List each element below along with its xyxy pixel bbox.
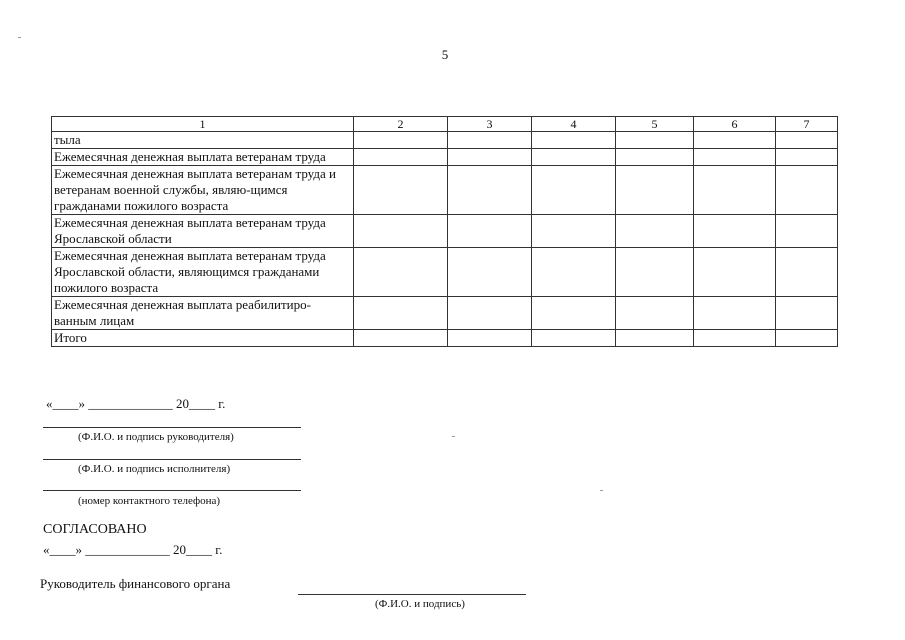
head-signature-caption: (Ф.И.О. и подпись руководителя) [78, 431, 234, 443]
phone-line [43, 490, 301, 491]
table-row [52, 166, 838, 215]
table-cell [448, 215, 532, 248]
table-cell [532, 330, 616, 347]
row-label: Ежемесячная денежная выплата ветеранам труда Ярославской области [52, 215, 354, 248]
table-cell [448, 149, 532, 166]
table-cell [448, 297, 532, 330]
table-cell [532, 248, 616, 297]
page-number: 5 [441, 47, 449, 62]
approval-title: СОГЛАСОВАНО [43, 522, 147, 537]
table-cell [694, 149, 776, 166]
table-cell [532, 215, 616, 248]
table-cell [448, 132, 532, 149]
table-cell [532, 149, 616, 166]
table-row [52, 248, 838, 297]
table-cell [776, 248, 838, 297]
table-cell [616, 330, 694, 347]
table-cell [694, 215, 776, 248]
column-header: 4 [532, 117, 616, 132]
scan-speck [452, 436, 455, 437]
date-line: «____» _____________ 20____ г. [46, 396, 226, 411]
table-cell [354, 297, 448, 330]
table-header-row [52, 117, 838, 132]
table-cell [776, 330, 838, 347]
table-cell [532, 132, 616, 149]
table-cell [616, 248, 694, 297]
table-cell [532, 166, 616, 215]
table-cell [776, 132, 838, 149]
table-cell [616, 297, 694, 330]
table-cell [616, 215, 694, 248]
table-cell [448, 248, 532, 297]
scan-speck [600, 490, 603, 491]
table-cell [694, 297, 776, 330]
scan-speck [18, 37, 21, 38]
row-label: Ежемесячная денежная выплата ветеранам труда [52, 149, 354, 166]
column-header: 1 [52, 117, 354, 132]
column-header: 3 [448, 117, 532, 132]
column-header: 7 [776, 117, 838, 132]
table-cell [694, 248, 776, 297]
table-row [52, 297, 838, 330]
table-cell [776, 166, 838, 215]
table-cell [448, 330, 532, 347]
table-row [52, 149, 838, 166]
row-label: Ежемесячная денежная выплата ветеранам труда и ветеранам военной службы, являю-щимся гражданами пожилого возраста [52, 166, 354, 215]
table-cell [354, 215, 448, 248]
financial-official-signature-line [298, 594, 526, 595]
column-header: 2 [354, 117, 448, 132]
table-cell [616, 132, 694, 149]
table-cell [354, 132, 448, 149]
executor-signature-caption: (Ф.И.О. и подпись исполнителя) [78, 463, 231, 475]
row-label: тыла [52, 132, 354, 149]
table-cell [694, 166, 776, 215]
table-cell [694, 330, 776, 347]
financial-official-label: Руководитель финансового органа [40, 576, 231, 591]
table-cell [616, 166, 694, 215]
table-cell [694, 132, 776, 149]
head-signature-line [43, 427, 301, 428]
table-cell [776, 149, 838, 166]
table-row [52, 215, 838, 248]
table-cell [532, 297, 616, 330]
table-cell [354, 330, 448, 347]
executor-signature-line [43, 459, 301, 460]
column-header: 5 [616, 117, 694, 132]
table-cell [776, 297, 838, 330]
table-row [52, 330, 838, 347]
table-cell [616, 149, 694, 166]
row-label: Ежемесячная денежная выплата реабилитиро-ванным лицам [52, 297, 354, 330]
table-row [52, 132, 838, 149]
approval-date-line: «____» _____________ 20____ г. [43, 542, 223, 557]
column-header: 6 [694, 117, 776, 132]
table-cell [354, 149, 448, 166]
table-cell [354, 166, 448, 215]
row-label: Ежемесячная денежная выплата ветеранам труда Ярославской области, являющимся гражданами пожилого возраста [52, 248, 354, 297]
phone-caption: (номер контактного телефона) [78, 495, 221, 507]
row-label: Итого [52, 330, 354, 347]
financial-official-caption: (Ф.И.О. и подпись) [375, 598, 465, 610]
report-table [51, 116, 838, 347]
table-cell [448, 166, 532, 215]
table-cell [776, 215, 838, 248]
table-cell [354, 248, 448, 297]
